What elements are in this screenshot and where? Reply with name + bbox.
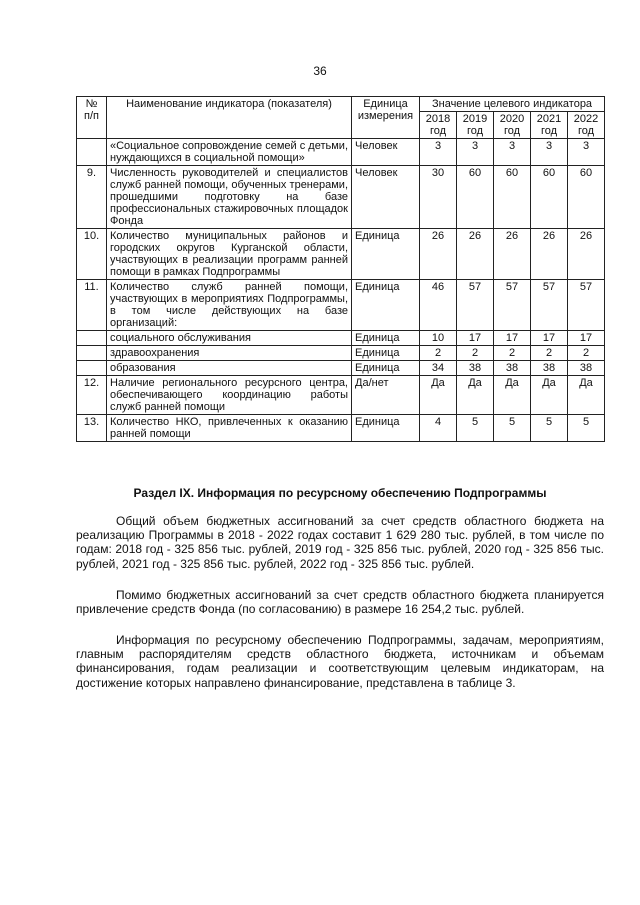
row-number: [77, 331, 107, 346]
value-cell: 57: [457, 280, 494, 331]
value-cell: 17: [494, 331, 531, 346]
value-cell: 26: [494, 229, 531, 280]
unit-cell: Единица: [352, 346, 420, 361]
indicator-name: Численность руководителей и специалистов служб ранней помощи, обученных тренерами, прошедшими подготовку на базе профессиональных стажировочных площадок Фонда: [107, 166, 352, 229]
unit-cell: Человек: [352, 139, 420, 166]
indicator-name: Количество служб ранней помощи, участвующих в мероприятиях Подпрограммы, в том числе действующих на базе организаций:: [107, 280, 352, 331]
value-cell: 26: [457, 229, 494, 280]
value-cell: 2: [494, 346, 531, 361]
value-cell: 3: [420, 139, 457, 166]
table-row: [77, 415, 605, 442]
value-cell: 2: [568, 346, 605, 361]
table-row: [77, 376, 605, 415]
value-cell: 26: [531, 229, 568, 280]
value-cell: 38: [568, 361, 605, 376]
header-year: 2019 год: [457, 112, 494, 139]
value-cell: Да: [457, 376, 494, 415]
value-cell: 3: [494, 139, 531, 166]
table-header-row: [77, 97, 605, 112]
indicator-name: социального обслуживания: [107, 331, 352, 346]
value-cell: 38: [531, 361, 568, 376]
indicator-name: здравоохранения: [107, 346, 352, 361]
table-row: [77, 280, 605, 331]
value-cell: 60: [531, 166, 568, 229]
value-cell: 17: [457, 331, 494, 346]
header-year: 2021 год: [531, 112, 568, 139]
table-row: [77, 331, 605, 346]
unit-cell: Единица: [352, 331, 420, 346]
value-cell: 2: [420, 346, 457, 361]
value-cell: 57: [531, 280, 568, 331]
table-row: [77, 229, 605, 280]
value-cell: 5: [494, 415, 531, 442]
value-cell: 46: [420, 280, 457, 331]
unit-cell: Единица: [352, 361, 420, 376]
row-number: [77, 361, 107, 376]
value-cell: 38: [457, 361, 494, 376]
unit-cell: Человек: [352, 166, 420, 229]
page-number: 36: [313, 64, 327, 78]
value-cell: 10: [420, 331, 457, 346]
indicator-name: образования: [107, 361, 352, 376]
indicator-name: «Социальное сопровождение семей с детьми, нуждающихся в социальной помощи»: [107, 139, 352, 166]
value-cell: 17: [568, 331, 605, 346]
indicators-table: [76, 96, 605, 442]
value-cell: 5: [457, 415, 494, 442]
value-cell: 5: [531, 415, 568, 442]
value-cell: 2: [457, 346, 494, 361]
row-number: 9.: [77, 166, 107, 229]
table-row: [77, 346, 605, 361]
table-row: [77, 361, 605, 376]
header-year: 2020 год: [494, 112, 531, 139]
row-number: 13.: [77, 415, 107, 442]
header-year: 2022 год: [568, 112, 605, 139]
value-cell: 57: [494, 280, 531, 331]
value-cell: 60: [568, 166, 605, 229]
value-cell: 4: [420, 415, 457, 442]
row-number: [77, 346, 107, 361]
row-number: [77, 139, 107, 166]
value-cell: Да: [531, 376, 568, 415]
paragraph: Общий объем бюджетных ассигнований за счет средств областного бюджета на реализацию Программы в 2018 - 2022 годах составит 1 629 280 тыс. рублей, в том числе по годам: 2018 год - 325 856 тыс. рублей, 2019 год - 325 856 тыс. рублей, 2020 год - 325 856 тыс. рублей, 2021 год - 325 856 тыс. рублей, 2022 год - 325 856 тыс. рублей.: [76, 514, 604, 571]
value-cell: Да: [568, 376, 605, 415]
indicator-name: Наличие регионального ресурсного центра, обеспечивающего координацию работы служб ранней помощи: [107, 376, 352, 415]
value-cell: 3: [531, 139, 568, 166]
value-cell: 5: [568, 415, 605, 442]
header-target: Значение целевого индикатора: [420, 97, 605, 112]
value-cell: 30: [420, 166, 457, 229]
value-cell: Да: [494, 376, 531, 415]
value-cell: 60: [457, 166, 494, 229]
unit-cell: Да/нет: [352, 376, 420, 415]
indicator-name: Количество НКО, привлеченных к оказанию ранней помощи: [107, 415, 352, 442]
header-year: 2018 год: [420, 112, 457, 139]
value-cell: 57: [568, 280, 605, 331]
value-cell: 26: [568, 229, 605, 280]
value-cell: 17: [531, 331, 568, 346]
value-cell: 26: [420, 229, 457, 280]
row-number: 10.: [77, 229, 107, 280]
row-number: 12.: [77, 376, 107, 415]
table-row: [77, 166, 605, 229]
value-cell: 34: [420, 361, 457, 376]
unit-cell: Единица: [352, 280, 420, 331]
value-cell: 38: [494, 361, 531, 376]
value-cell: 2: [531, 346, 568, 361]
value-cell: 3: [457, 139, 494, 166]
row-number: 11.: [77, 280, 107, 331]
table-row: [77, 139, 605, 166]
header-num: № п/п: [77, 97, 107, 139]
section-title: Раздел IX. Информация по ресурсному обеспечению Подпрограммы: [133, 486, 547, 500]
unit-cell: Единица: [352, 229, 420, 280]
paragraph: Помимо бюджетных ассигнований за счет средств областного бюджета планируется привлечение средств Фонда (по согласованию) в размере 16 254,2 тыс. рублей.: [76, 588, 604, 617]
header-name: Наименование индикатора (показателя): [107, 97, 352, 139]
indicator-name: Количество муниципальных районов и городских округов Курганской области, участвующих в реализации программ ранней помощи в рамках Подпрограммы: [107, 229, 352, 280]
unit-cell: Единица: [352, 415, 420, 442]
paragraph: Информация по ресурсному обеспечению Подпрограммы, задачам, мероприятиям, главным распорядителям средств областного бюджета, источникам и объемам финансирования, годам реализации и соответствующим целевым индикаторам, на достижение которых направлено финансирование, представлена в таблице 3.: [76, 633, 604, 690]
value-cell: 3: [568, 139, 605, 166]
header-unit: Единица измерения: [352, 97, 420, 139]
value-cell: 60: [494, 166, 531, 229]
value-cell: Да: [420, 376, 457, 415]
table-body: [77, 139, 605, 442]
